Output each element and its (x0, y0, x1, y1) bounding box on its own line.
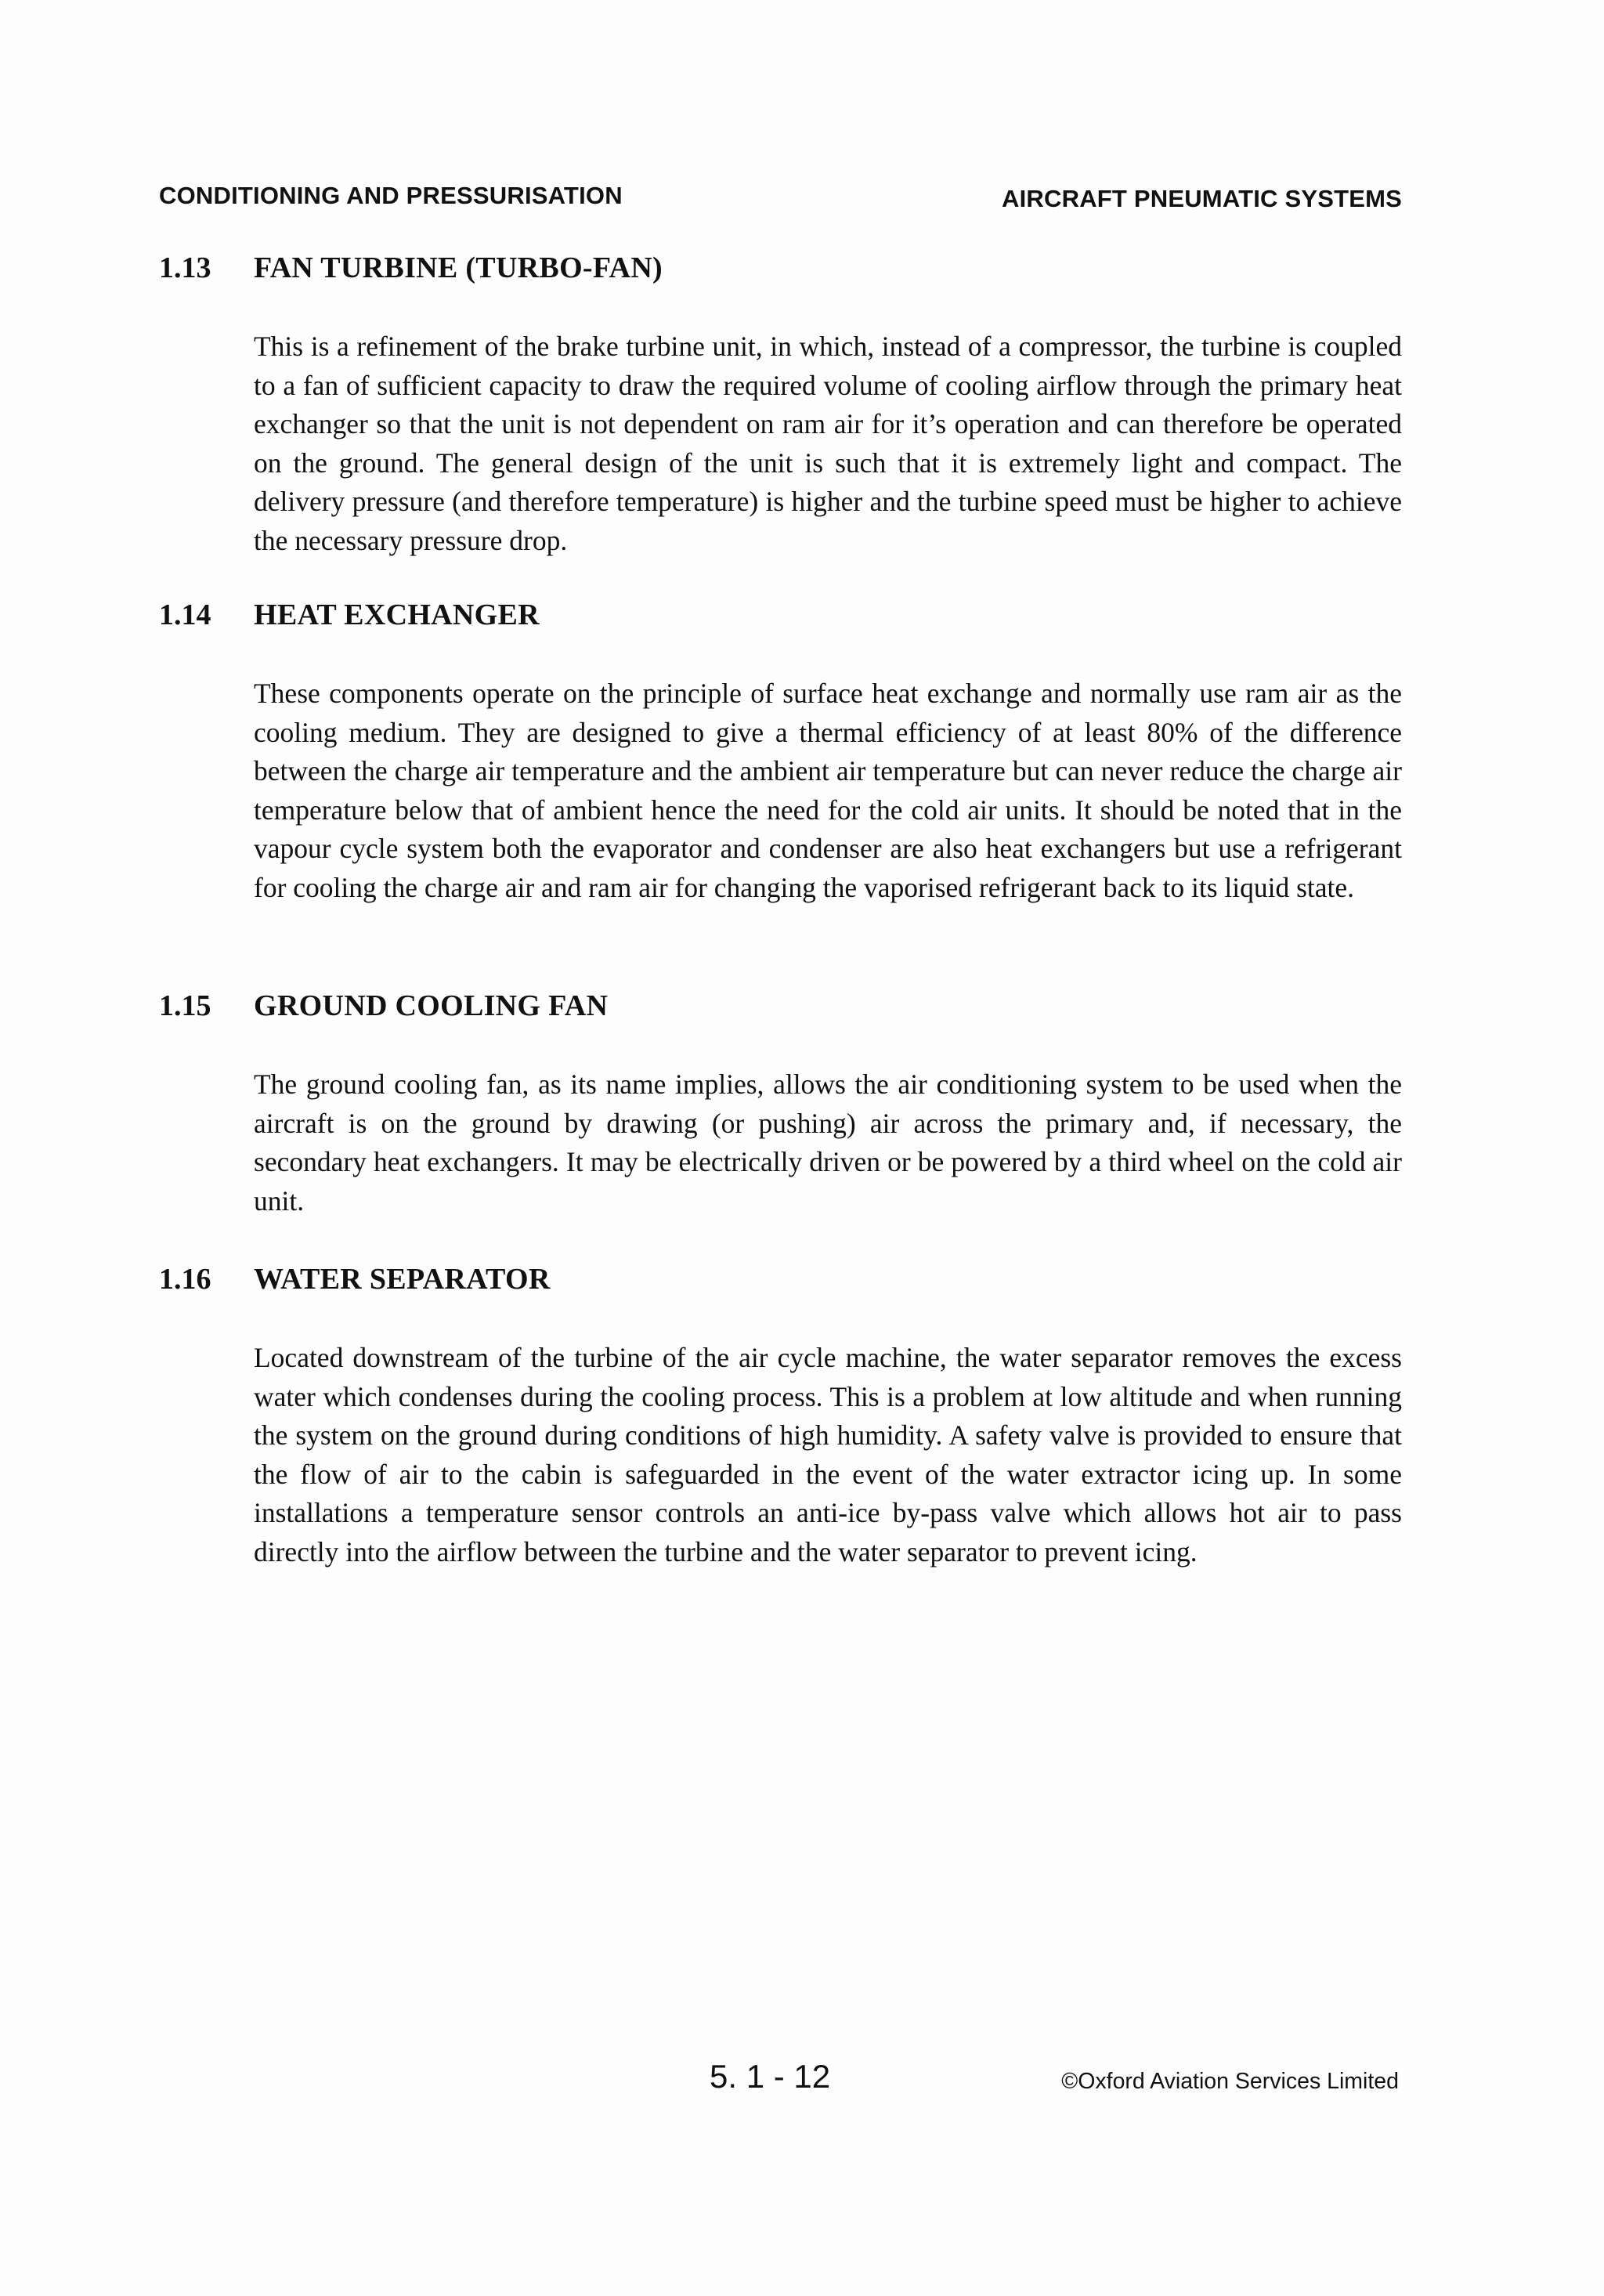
running-header (159, 182, 1402, 216)
section-title: FAN TURBINE (TURBO-FAN) (254, 251, 663, 284)
header-book-title: AIRCRAFT PNEUMATIC SYSTEMS (1002, 185, 1402, 212)
section-heat-exchanger (159, 598, 1402, 907)
section-number: 1.15 (159, 989, 211, 1022)
section-number: 1.16 (159, 1263, 211, 1296)
section-water-separator (159, 1262, 1402, 1571)
section-title: WATER SEPARATOR (254, 1263, 551, 1296)
section-fan-turbine (159, 251, 1402, 560)
section-number: 1.13 (159, 251, 211, 284)
section-paragraph: The ground cooling fan, as its name implies, allows the air conditioning system to be used when the aircraft is on the ground by drawing (or pushing) air across the primary and, if necessary, the secondary heat exchangers. It may be electrically driven or be powered by a third wheel on the cold air unit. (254, 1068, 1402, 1217)
copyright-notice: ©Oxford Aviation Services Limited (1061, 2069, 1399, 2094)
header-chapter-title: CONDITIONING AND PRESSURISATION (159, 182, 623, 209)
section-paragraph: These components operate on the principle of surface heat exchange and normally use ram air as the cooling medium. They are designed to give a thermal efficiency of at least 80% of the difference between the charge air temperature and the ambient air temperature but can never reduce the charge air temperature below that of ambient hence the need for the cold air units. It should be noted that in the vapour cycle system both the evaporator and condenser are also heat exchangers but use a refrigerant for cooling the charge air and ram air for changing the vaporised refrigerant back to its liquid state. (254, 678, 1402, 903)
section-heading (159, 1262, 1402, 1301)
section-heading (159, 989, 1402, 1028)
section-title: HEAT EXCHANGER (254, 598, 540, 631)
section-paragraph: Located downstream of the turbine of the air cycle machine, the water separator removes the excess water which condenses during the cooling process. This is a problem at low altitude and when running the system on the ground during conditions of high humidity. A safety valve is provided to ensure that the flow of air to the cabin is safeguarded in the event of the water extractor icing up. In some installations a temperature sensor controls an anti-ice by-pass valve which allows hot air to pass directly into the airflow between the turbine and the water separator to prevent icing. (254, 1342, 1402, 1567)
section-number: 1.14 (159, 598, 211, 631)
section-paragraph: This is a refinement of the brake turbine unit, in which, instead of a compressor, the turbine is coupled to a fan of sufficient capacity to draw the required volume of cooling airflow through the primary heat exchanger so that the unit is not dependent on ram air for it’s operation and can therefore be operated on the ground. The general design of the unit is such that it is extremely light and compact. The delivery pressure (and therefore temperature) is higher and the turbine speed must be higher to achieve the necessary pressure drop. (254, 331, 1402, 556)
section-heading (159, 251, 1402, 290)
page-number: 5. 1 - 12 (710, 2058, 831, 2095)
section-ground-cooling-fan (159, 989, 1402, 1220)
section-title: GROUND COOLING FAN (254, 989, 609, 1022)
section-heading (159, 598, 1402, 637)
